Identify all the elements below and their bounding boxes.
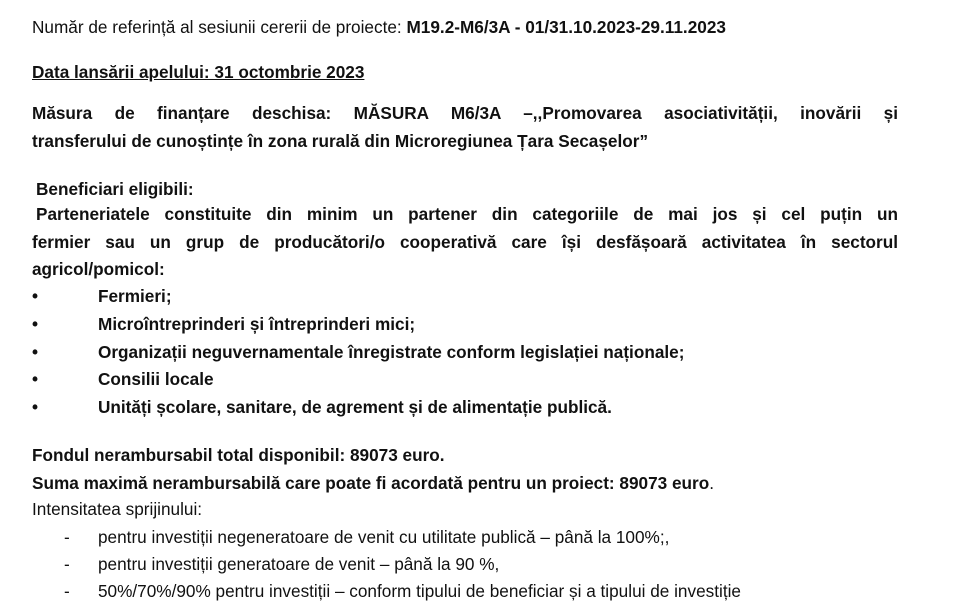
bullet-icon: •: [32, 397, 39, 417]
bullet-icon: •: [32, 314, 39, 334]
intensity-title: Intensitatea sprijinului:: [32, 499, 203, 519]
bullet-icon: •: [32, 369, 39, 389]
reference-label: Număr de referință al sesiunii cererii de proiecte:: [32, 17, 407, 37]
beneficiaries-title: Beneficiari eligibili:: [36, 179, 194, 199]
list-item: pentru investiții negeneratoare de venit cu utilitate publică – până la 100%;,: [98, 527, 670, 547]
list-item: Microîntreprinderi și întreprinderi mici;: [98, 314, 416, 334]
list-item: Organizații neguvernamentale înregistrate conform legislației naționale;: [98, 342, 685, 362]
list-item: Unități școlare, sanitare, de agrement și de alimentație publică.: [98, 397, 612, 417]
list-item: Fermieri;: [98, 286, 172, 306]
max-amount-line: [32, 472, 714, 494]
reference-line: [32, 16, 726, 38]
dash-icon: -: [64, 527, 70, 547]
fund-total: Fondul nerambursabil total disponibil: 89073 euro.: [32, 445, 445, 465]
partnership-line-3: agricol/pomicol:: [32, 259, 165, 279]
partnership-line-1: Parteneriatele constituite din minim un partener din categoriile de mai jos și cel puțin un: [36, 204, 898, 224]
dash-icon: -: [64, 554, 70, 574]
max-amount: Suma maximă nerambursabilă care poate fi acordată pentru un proiect: 89073 euro: [32, 473, 710, 493]
max-amount-dot: .: [709, 473, 715, 493]
reference-value: M19.2-M6/3A - 01/31.10.2023-29.11.2023: [406, 17, 726, 37]
list-item: Consilii locale: [98, 369, 214, 389]
dash-icon: -: [64, 581, 70, 601]
list-item: 50%/70%/90% pentru investiții – conform tipului de beneficiar și a tipului de investiție: [98, 581, 741, 601]
launch-date: Data lansării apelului: 31 octombrie 2023: [32, 62, 365, 82]
bullet-icon: •: [32, 342, 39, 362]
list-item: pentru investiții generatoare de venit – până la 90 %,: [98, 554, 500, 574]
measure-line-2: transferului de cunoștințe în zona rurală din Microregiunea Țara Secașelor”: [32, 131, 649, 151]
measure-line-1: Măsura de finanțare deschisa: MĂSURA M6/3A –,,Promovarea asociativității, inovării și: [32, 103, 898, 123]
partnership-line-2: fermier sau un grup de producători/o cooperativă care își desfășoară activitatea în sectorul: [32, 232, 898, 252]
bullet-icon: •: [32, 286, 39, 306]
